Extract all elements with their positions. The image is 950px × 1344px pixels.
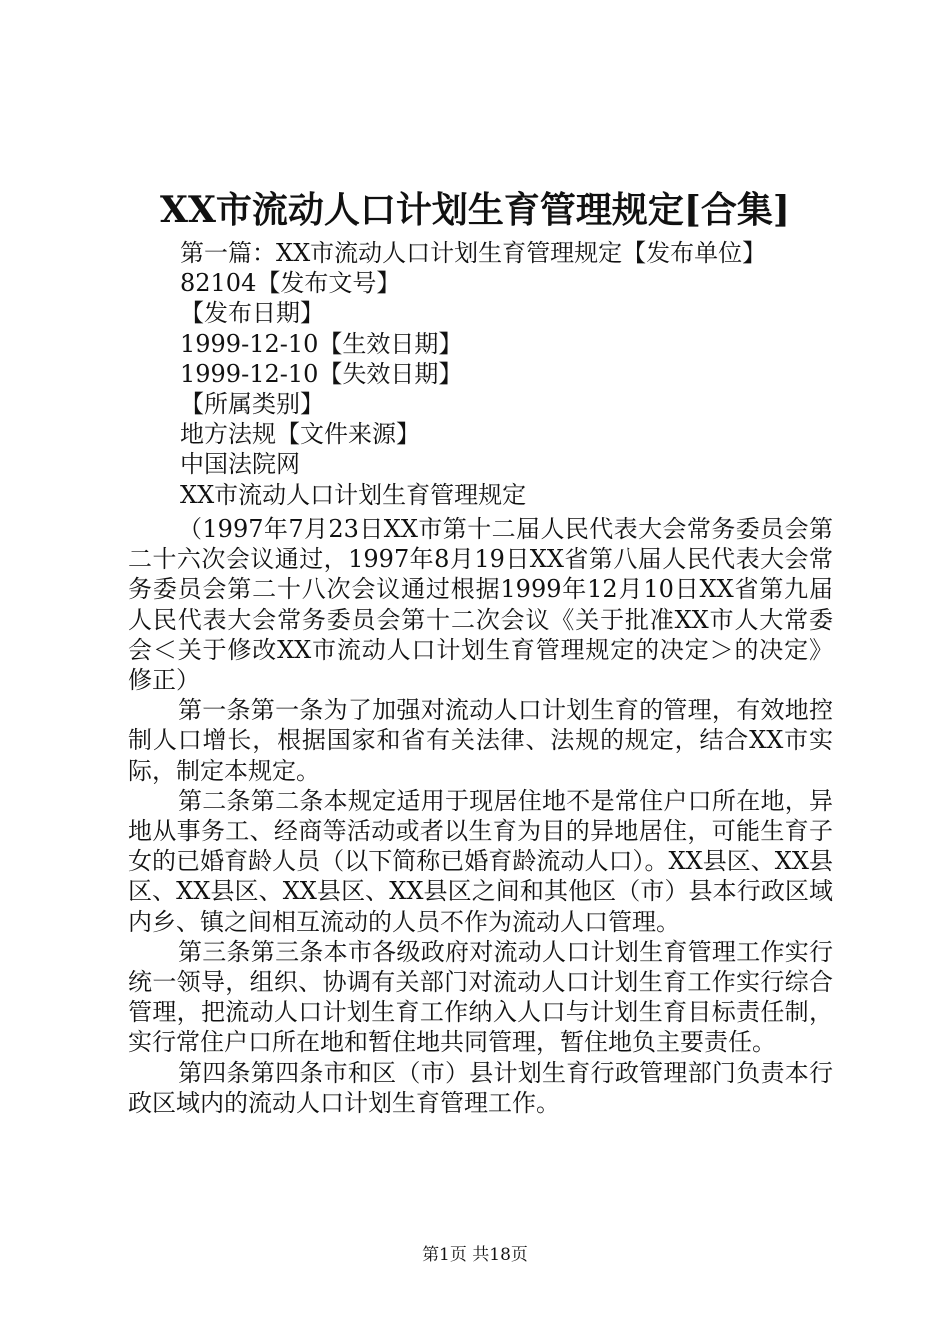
meta-line: 地方法规【文件来源】	[180, 420, 420, 449]
meta-line: 1999-12-10【生效日期】	[180, 329, 463, 358]
body-paragraph: 第四条第四条市和区（市）县计划生育行政管理部门负责本行政区域内的流动人口计划生育管理工作。	[128, 1058, 833, 1117]
document-title: XX市流动人口计划生育管理规定[合集]	[160, 189, 790, 231]
body-paragraph: （1997年7月23日XX市第十二届人民代表大会常务委员会第二十六次会议通过，1997年8月19日XX省第八届人民代表大会常务委员会第二十八次会议通过根据1999年12月10日XX省第九届人民代表大会常务委员会第十二次会议《关于批准XX市人大常委会＜关于修改XX市流动人口计划生育管理规定的决定＞的决定》修正）	[128, 515, 833, 695]
body-paragraph: 第一条第一条为了加强对流动人口计划生育的管理，有效地控制人口增长，根据国家和省有关法律、法规的规定，结合XX市实际，制定本规定。	[128, 696, 833, 785]
meta-line: 中国法院网	[180, 450, 300, 479]
document-meta	[180, 238, 840, 510]
meta-line: 【所属类别】	[180, 390, 324, 419]
meta-line: XX市流动人口计划生育管理规定	[180, 480, 527, 509]
meta-line: 【发布日期】	[180, 299, 324, 328]
body-paragraph: 第二条第二条本规定适用于现居住地不是常住户口所在地，异地从事务工、经商等活动或者以生育为目的异地居住，可能生育子女的已婚育龄人员（以下简称已婚育龄流动人口）。XX县区、XX县区、XX县区、XX县区、XX县区之间和其他区（市）县本行政区域内乡、镇之间相互流动的人员不作为流动人口管理。	[128, 786, 833, 936]
body-paragraph: 第三条第三条本市各级政府对流动人口计划生育管理工作实行统一领导，组织、协调有关部门对流动人口计划生育工作实行综合管理，把流动人口计划生育工作纳入人口与计划生育目标责任制，实行常住户口所在地和暂住地共同管理，暂住地负主要责任。	[128, 937, 833, 1057]
document-body	[128, 514, 833, 1118]
meta-line: 82104【发布文号】	[180, 269, 401, 298]
meta-line: 第一篇：XX市流动人口计划生育管理规定【发布单位】	[180, 239, 767, 267]
page-number-footer: 第1页 共18页	[422, 1245, 528, 1265]
meta-line: 1999-12-10【失效日期】	[180, 359, 463, 388]
